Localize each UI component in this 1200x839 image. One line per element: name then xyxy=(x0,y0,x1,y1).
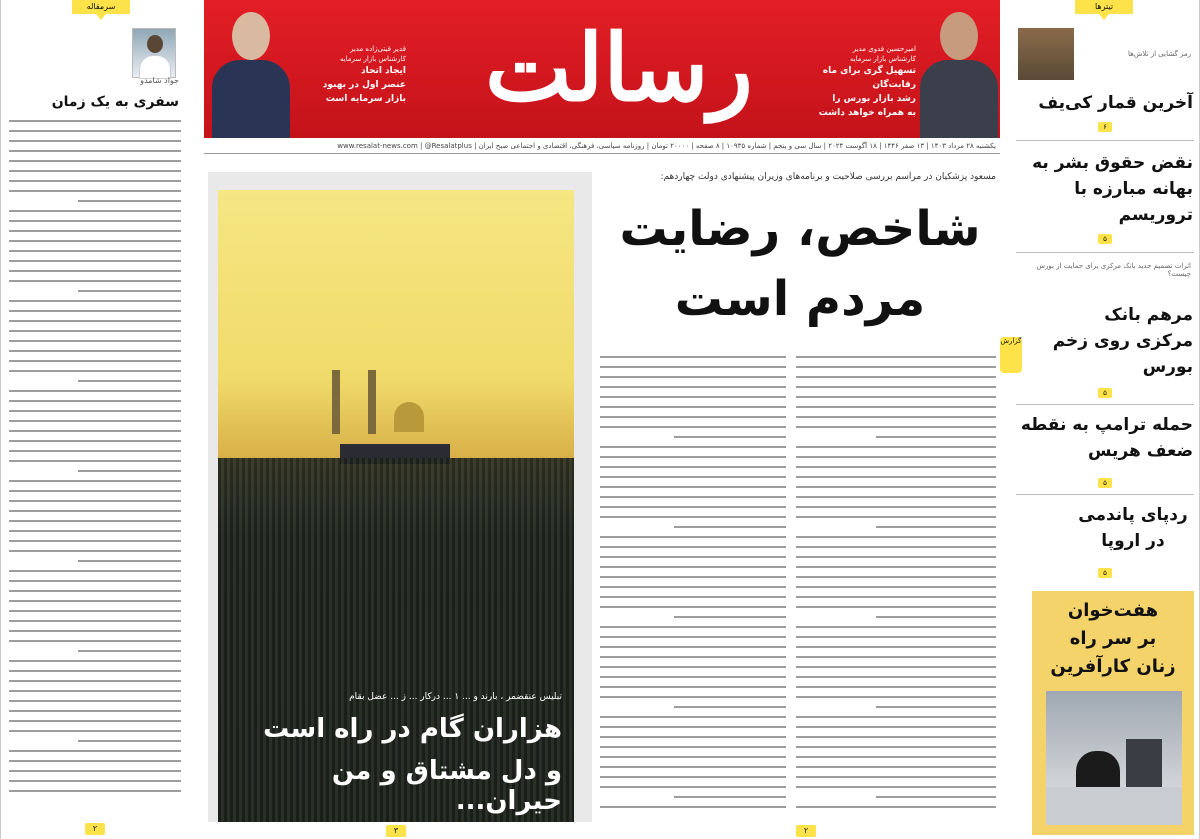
text-line xyxy=(600,386,786,388)
text-line xyxy=(9,210,181,212)
text-line xyxy=(796,396,996,398)
text-line xyxy=(9,320,181,322)
text-line xyxy=(796,506,996,508)
text-line xyxy=(9,360,181,362)
text-line xyxy=(9,520,181,522)
text-line xyxy=(796,636,996,638)
text-line xyxy=(796,666,996,668)
text-line xyxy=(600,686,786,688)
photo-story[interactable] xyxy=(208,172,592,822)
photo-caption-1: هزاران گام در راه است xyxy=(263,714,562,744)
text-line xyxy=(600,756,786,758)
text-line xyxy=(674,616,786,618)
photo-caption-2: و دل مشتاق و من حیران... xyxy=(331,756,562,816)
text-line xyxy=(600,576,786,578)
text-line xyxy=(9,610,181,612)
text-line xyxy=(600,466,786,468)
text-line xyxy=(78,380,181,382)
text-line xyxy=(600,416,786,418)
headline-trump[interactable]: حمله ترامپ به نقطه ضعف هریس xyxy=(1020,415,1193,461)
text-line xyxy=(9,550,181,552)
text-line xyxy=(9,530,181,532)
text-line xyxy=(796,556,996,558)
text-line xyxy=(78,200,181,202)
text-line xyxy=(9,620,181,622)
text-line xyxy=(796,586,996,588)
text-line xyxy=(796,426,996,428)
text-line xyxy=(600,396,786,398)
photo-kicker: تبلیس عنقضمر ، بارند و ... ۱ ... درکار ... ز ... عضل بقام xyxy=(349,692,562,702)
text-line xyxy=(796,376,996,378)
text-line xyxy=(78,650,181,652)
text-line xyxy=(9,660,181,662)
text-line xyxy=(796,736,996,738)
text-line xyxy=(600,776,786,778)
lead-body-col-2 xyxy=(600,356,786,816)
text-line xyxy=(796,746,996,748)
text-line xyxy=(796,566,996,568)
text-line xyxy=(796,656,996,658)
headline-human-rights[interactable]: نقض حقوق بشر به بهانه مبارزه با تروریسم xyxy=(1032,153,1193,225)
text-line xyxy=(9,330,181,332)
text-line xyxy=(600,736,786,738)
text-line xyxy=(600,656,786,658)
text-line xyxy=(796,646,996,648)
text-line xyxy=(9,170,181,172)
text-line xyxy=(674,436,786,438)
left-portrait xyxy=(208,6,294,138)
text-line xyxy=(9,510,181,512)
text-line xyxy=(9,590,181,592)
text-line xyxy=(9,250,181,252)
text-line xyxy=(78,740,181,742)
text-line xyxy=(9,220,181,222)
text-line xyxy=(9,410,181,412)
text-line xyxy=(9,450,181,452)
kyiv-photo xyxy=(1018,28,1074,80)
text-line xyxy=(9,430,181,432)
text-line xyxy=(78,560,181,562)
top-note: رمز گشایی از تلاش‌ها xyxy=(1128,50,1191,58)
text-line xyxy=(9,730,181,732)
text-line xyxy=(796,546,996,548)
text-line xyxy=(600,726,786,728)
text-line xyxy=(796,406,996,408)
page-marker: ۳ xyxy=(386,825,406,837)
text-line xyxy=(600,426,786,428)
text-line xyxy=(9,120,181,122)
text-line xyxy=(796,386,996,388)
text-line xyxy=(600,766,786,768)
text-line xyxy=(9,400,181,402)
text-line xyxy=(9,160,181,162)
text-line xyxy=(674,706,786,708)
text-line xyxy=(796,766,996,768)
text-line xyxy=(9,310,181,312)
editorial-body xyxy=(9,120,181,800)
text-line xyxy=(78,470,181,472)
text-line xyxy=(9,260,181,262)
headline-kyiv[interactable]: آخرین قمار کی‌یف xyxy=(1038,93,1193,113)
text-line xyxy=(876,706,996,708)
right-teaser: امیرحسین فدوی مدیر کارشناس بازار سرمایه تسهیل گری برای ماه رقابت‌گان رشد بازار بورس را به همراه خواهد داشت xyxy=(818,45,916,118)
text-line xyxy=(9,760,181,762)
text-line xyxy=(600,556,786,558)
text-line xyxy=(9,370,181,372)
text-line xyxy=(796,516,996,518)
left-teaser: قدیر قیتی‌زاده مدیر کارشناس بازار سرمایه ایجاد اتحاد عنصر اول در بهبود بازار سرمایه است xyxy=(322,45,406,104)
text-line xyxy=(600,716,786,718)
page-number: ۵ xyxy=(1098,234,1112,244)
feature-headline: هفت‌خوان بر سر راه زنان کارآفرین xyxy=(1050,600,1176,677)
text-line xyxy=(600,506,786,508)
text-line xyxy=(9,780,181,782)
text-line xyxy=(796,726,996,728)
text-line xyxy=(674,796,786,798)
text-line xyxy=(600,806,786,808)
text-line xyxy=(9,190,181,192)
text-line xyxy=(78,290,181,292)
text-line xyxy=(796,446,996,448)
text-line xyxy=(9,480,181,482)
page-number: ۵ xyxy=(1098,388,1112,398)
text-line xyxy=(9,230,181,232)
text-line xyxy=(600,786,786,788)
page-marker: ۲ xyxy=(85,823,105,835)
text-line xyxy=(876,796,996,798)
text-line xyxy=(796,696,996,698)
text-line xyxy=(796,676,996,678)
text-line xyxy=(9,130,181,132)
lead-body-col-1 xyxy=(796,356,996,816)
text-line xyxy=(600,746,786,748)
text-line xyxy=(876,436,996,438)
text-line xyxy=(9,300,181,302)
feature-box[interactable] xyxy=(1032,591,1194,835)
text-line xyxy=(9,540,181,542)
text-line xyxy=(9,490,181,492)
page-number: ۵ xyxy=(1098,568,1112,578)
lead-kicker: مسعود پزشکیان در مراسم بررسی صلاحیت و برنامه‌های وزیران پیشنهادی دولت چهاردهم: xyxy=(660,172,996,182)
text-line xyxy=(9,630,181,632)
text-line xyxy=(9,350,181,352)
arbaeen-photo xyxy=(218,190,574,822)
text-line xyxy=(876,526,996,528)
page-number: ۶ xyxy=(1098,122,1112,132)
text-line xyxy=(9,770,181,772)
text-line xyxy=(796,806,996,808)
page-number: ۵ xyxy=(1098,478,1112,488)
masthead xyxy=(204,0,1000,138)
text-line xyxy=(600,606,786,608)
workshop-photo xyxy=(1046,691,1182,825)
text-line xyxy=(600,516,786,518)
dateline: یکشنبه ۲۸ مرداد ۱۴۰۳ | ۱۳ صفر ۱۴۴۶ | ۱۸ آگوست ۲۰۲۴ | سال سی و پنجم | شماره ۱۰۹۳۵ | ۸ صفحه | ۲۰۰۰۰ تومان | روزنامه سیاسی، فرهنگی، اقتصادی و اجتماعی صبح ایران | www.resalat-news.com | @Resalatplus xyxy=(204,140,1000,154)
text-line xyxy=(9,710,181,712)
author-photo xyxy=(132,28,176,78)
central-bank-note: اثرات تصمیم جدید بانک مرکزی برای حمایت از بورس چیست؟ xyxy=(1036,262,1191,278)
headlines-tab: تیترها xyxy=(1075,0,1133,14)
text-line xyxy=(674,526,786,528)
text-line xyxy=(600,456,786,458)
text-line xyxy=(796,716,996,718)
text-line xyxy=(600,376,786,378)
text-line xyxy=(600,596,786,598)
text-line xyxy=(600,646,786,648)
text-line xyxy=(796,486,996,488)
text-line xyxy=(9,500,181,502)
text-line xyxy=(9,240,181,242)
text-line xyxy=(600,496,786,498)
text-line xyxy=(9,670,181,672)
text-line xyxy=(9,790,181,792)
text-line xyxy=(796,606,996,608)
text-line xyxy=(600,406,786,408)
text-line xyxy=(600,666,786,668)
text-line xyxy=(9,440,181,442)
text-line xyxy=(796,596,996,598)
text-line xyxy=(796,756,996,758)
text-line xyxy=(9,580,181,582)
report-stamp: گزارش xyxy=(1000,337,1022,373)
text-line xyxy=(600,486,786,488)
text-line xyxy=(9,720,181,722)
text-line xyxy=(9,750,181,752)
text-line xyxy=(796,576,996,578)
text-line xyxy=(9,180,181,182)
editorial-tab: سرمقاله xyxy=(72,0,130,14)
text-line xyxy=(9,140,181,142)
text-line xyxy=(9,700,181,702)
text-line xyxy=(796,776,996,778)
text-line xyxy=(9,150,181,152)
text-line xyxy=(9,390,181,392)
text-line xyxy=(796,496,996,498)
text-line xyxy=(600,546,786,548)
author-name: جواد شامدو xyxy=(140,76,179,85)
text-line xyxy=(600,446,786,448)
text-line xyxy=(9,690,181,692)
text-line xyxy=(600,536,786,538)
text-line xyxy=(600,696,786,698)
text-line xyxy=(600,366,786,368)
text-line xyxy=(600,356,786,358)
right-portrait xyxy=(916,6,1002,138)
text-line xyxy=(796,686,996,688)
headline-central-bank[interactable]: مرهم بانک مرکزی روی زخم بورس xyxy=(1052,305,1193,377)
editorial-column xyxy=(0,0,190,839)
text-line xyxy=(600,636,786,638)
text-line xyxy=(9,340,181,342)
text-line xyxy=(9,270,181,272)
text-line xyxy=(600,566,786,568)
text-line xyxy=(796,366,996,368)
text-line xyxy=(9,420,181,422)
text-line xyxy=(796,466,996,468)
headline-pandemic[interactable]: ردپای پاندمی در اروپا xyxy=(1078,505,1188,551)
text-line xyxy=(796,476,996,478)
text-line xyxy=(9,680,181,682)
text-line xyxy=(600,676,786,678)
page-marker: ۲ xyxy=(796,825,816,837)
editorial-title: سفری به یک زمان xyxy=(51,94,179,110)
text-line xyxy=(796,786,996,788)
text-line xyxy=(9,570,181,572)
text-line xyxy=(796,416,996,418)
text-line xyxy=(796,536,996,538)
text-line xyxy=(600,626,786,628)
front-center xyxy=(196,0,1004,839)
text-line xyxy=(796,356,996,358)
text-line xyxy=(600,586,786,588)
newspaper-logo[interactable]: رسالت xyxy=(485,14,753,122)
text-line xyxy=(876,616,996,618)
lead-headline[interactable]: شاخص، رضایت مردم است xyxy=(619,201,981,327)
text-line xyxy=(9,640,181,642)
text-line xyxy=(9,600,181,602)
text-line xyxy=(9,460,181,462)
text-line xyxy=(9,280,181,282)
text-line xyxy=(796,626,996,628)
text-line xyxy=(796,456,996,458)
text-line xyxy=(600,476,786,478)
